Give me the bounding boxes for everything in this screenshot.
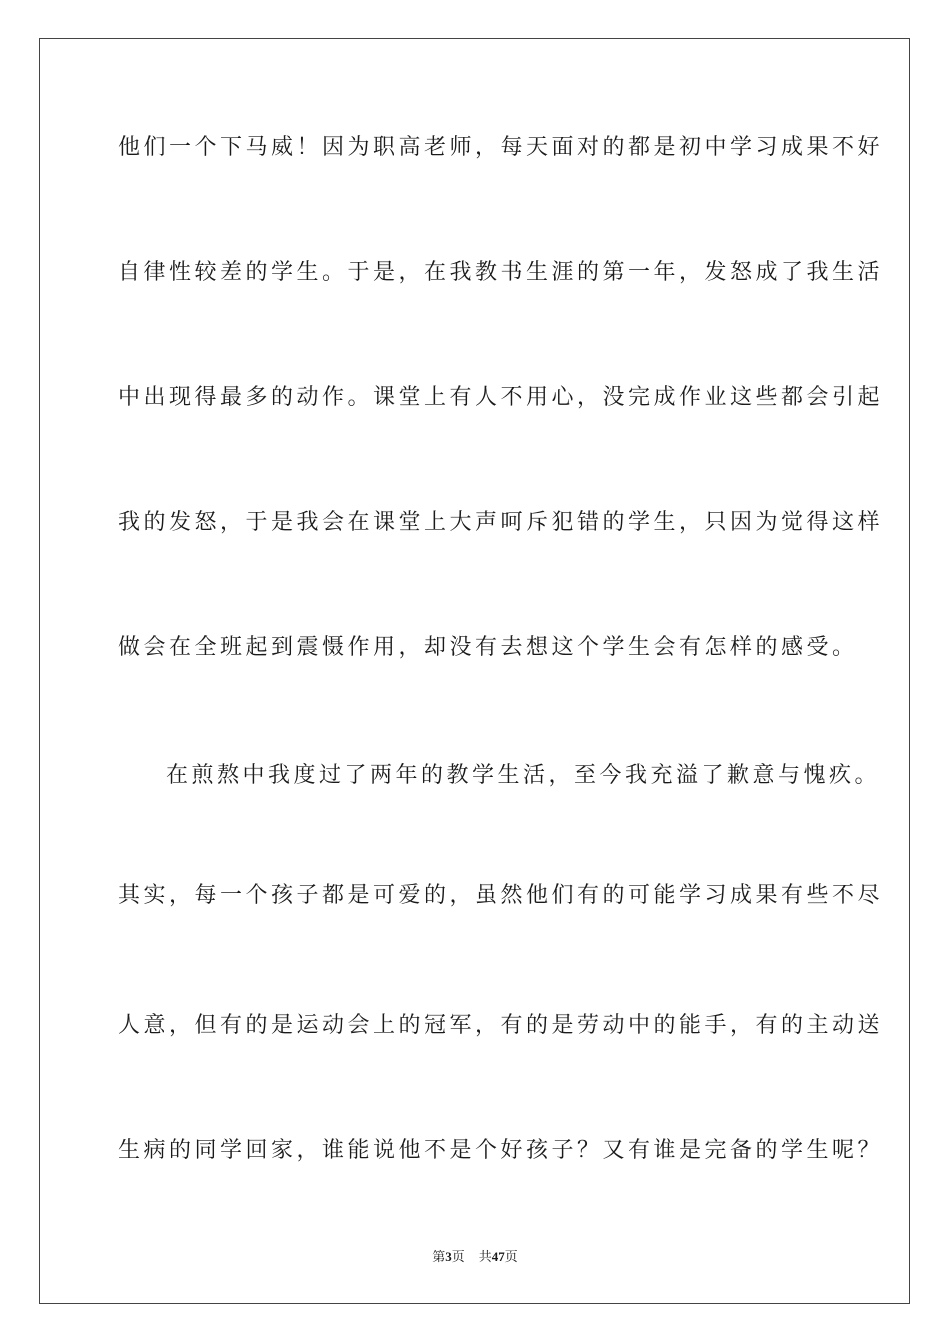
page-prefix: 第: [432, 1249, 446, 1264]
page-border: [39, 38, 910, 1304]
page-number: 3: [445, 1249, 452, 1264]
body-text-line-2: 自律性较差的学生。于是，在我教书生涯的第一年，发怒成了我生活: [118, 260, 884, 285]
total-suffix: 页: [504, 1249, 518, 1264]
body-text-line-6: 在煎熬中我度过了两年的教学生活，至今我充溢了歉意与愧疚。: [166, 763, 881, 788]
body-text-line-8: 人意，但有的是运动会上的冠军，有的是劳动中的能手，有的主动送: [118, 1013, 884, 1038]
body-text-line-7: 其实，每一个孩子都是可爱的，虽然他们有的可能学习成果有些不尽: [118, 883, 884, 908]
page-suffix: 页: [451, 1249, 465, 1264]
body-text-line-3: 中出现得最多的动作。课堂上有人不用心，没完成作业这些都会引起: [118, 385, 884, 410]
body-text-line-1: 他们一个下马威！因为职高老师，每天面对的都是初中学习成果不好: [118, 135, 884, 160]
total-pages: 47: [491, 1249, 505, 1264]
body-text-line-9: 生病的同学回家，谁能说他不是个好孩子？又有谁是完备的学生呢？: [118, 1138, 884, 1163]
page-footer: [0, 1248, 950, 1266]
body-text-line-5: 做会在全班起到震慑作用，却没有去想这个学生会有怎样的感受。: [118, 635, 858, 660]
total-prefix: 共: [478, 1249, 492, 1264]
body-text-line-4: 我的发怒，于是我会在课堂上大声呵斥犯错的学生，只因为觉得这样: [118, 510, 884, 535]
